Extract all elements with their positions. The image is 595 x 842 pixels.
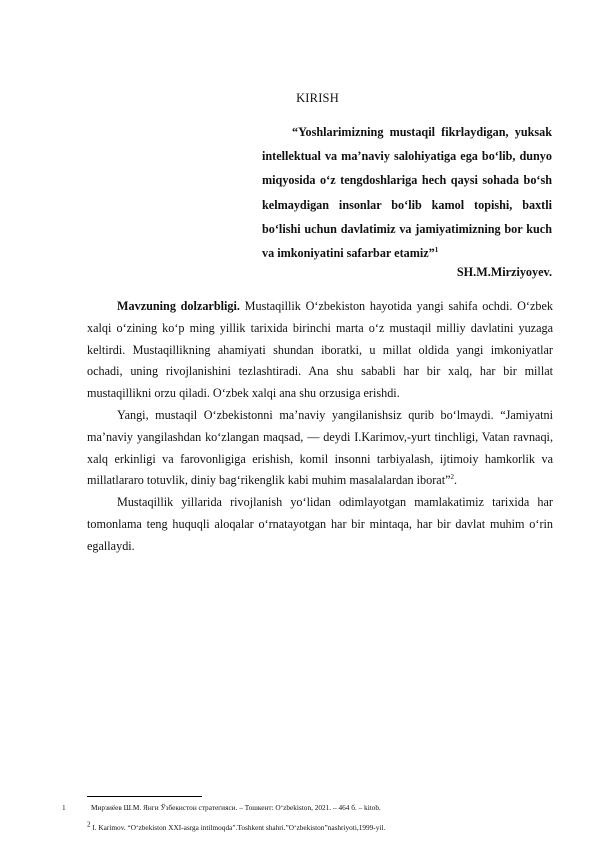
epigraph-author: SH.M.Mirziyoyev. [456,265,552,279]
footnote-separator [87,796,202,797]
body-text [87,296,553,558]
paragraph-relevance-text: Mustaqillik O‘zbekiston hayotida yangi sahifa ochdi. O‘zbek xalqi o‘zining ko‘p ming yillik tarixida birinchi marta o‘z mustaqil milliy davlatini yuzaga keltirdi. Mustaqillikning ahamiyati shundan iboratki, u millat oldida yangi imkoniyatlar ochadi, uning rivojlanishini tezlashtiradi. Ana shu sababli har bir xalq, har bir millat mustaqillikni orzu qiladi. O‘zbek xalqi ana shu orzusiga erishdi. [87,299,553,401]
paragraph-relevance [87,296,553,405]
footnote-2-text: I. Karimov. “O‘zbekiston XXI-asrga intilmoqda”.Toshkent shahri.”O‘zbekiston”nashriyoti,1999-yil. [90,823,386,832]
paragraph-independence-text: Mustaqillik yillarida rivojlanish yo‘lidan odimlayotgan mamlakatimiz tarixida har tomonlama teng huquqli aloqalar o‘rnatayotgan har bir mintaqa, har bir davlat muhim o‘rin egallaydi. [87,495,553,553]
footnote-1-number: 1 [62,803,66,812]
paragraph-renewal [87,405,553,492]
section-heading: KIRISH [296,91,339,105]
paragraph-independence [87,492,553,557]
paragraph-lead: Mavzuning dolzarbligi. [117,299,240,313]
epigraph-quote [262,120,552,265]
epigraph-quote-text: “Yoshlarimizning mustaqil fikrlaydigan, yuksak intellektual va ma’naviy salohiyatiga ega bo‘lib, dunyo miqyosida o‘z tengdoshlariga hech qaysi sohada bo‘sh kelmaydigan insonlar bo‘lib kamol topishi, baxtli bo‘lishi uchun davlatimiz va jamiyatimizning bor kuch va imkoniyatini safarbar etamiz” [262,125,552,261]
footnote-1: Мирзиёев Ш.М. Янги Ўзбекистон стратегияси. – Тошкент: O‘zbekiston, 2021. – 464 б. – kitob. [91,803,381,812]
footnote-2-number: 2 [87,820,91,829]
paragraph-renewal-text: Yangi, mustaqil O‘zbekistonni ma’naviy yangilanishsiz qurib bo‘lmaydi. “Jamiyatni ma’naviy yangilashdan ko‘zlangan maqsad, — deydi I.Karimov,-yurt tinchligi, Vatan ravnaqi, xalq erkinligi va farovonligiga erishish, komil insonni tarbiyalash, ijtimoiy hamkorlik va millatlararo totuvlik, diniy bag‘rikenglik kabi muhim masalalardan iborat” [87,407,553,488]
footnote-2 [87,820,386,833]
epigraph-text [262,120,552,265]
footnote-ref-2[interactable]: 2 [450,473,454,482]
footnote-ref-1[interactable]: 1 [434,245,439,254]
paragraph-renewal-end: . [454,473,458,488]
